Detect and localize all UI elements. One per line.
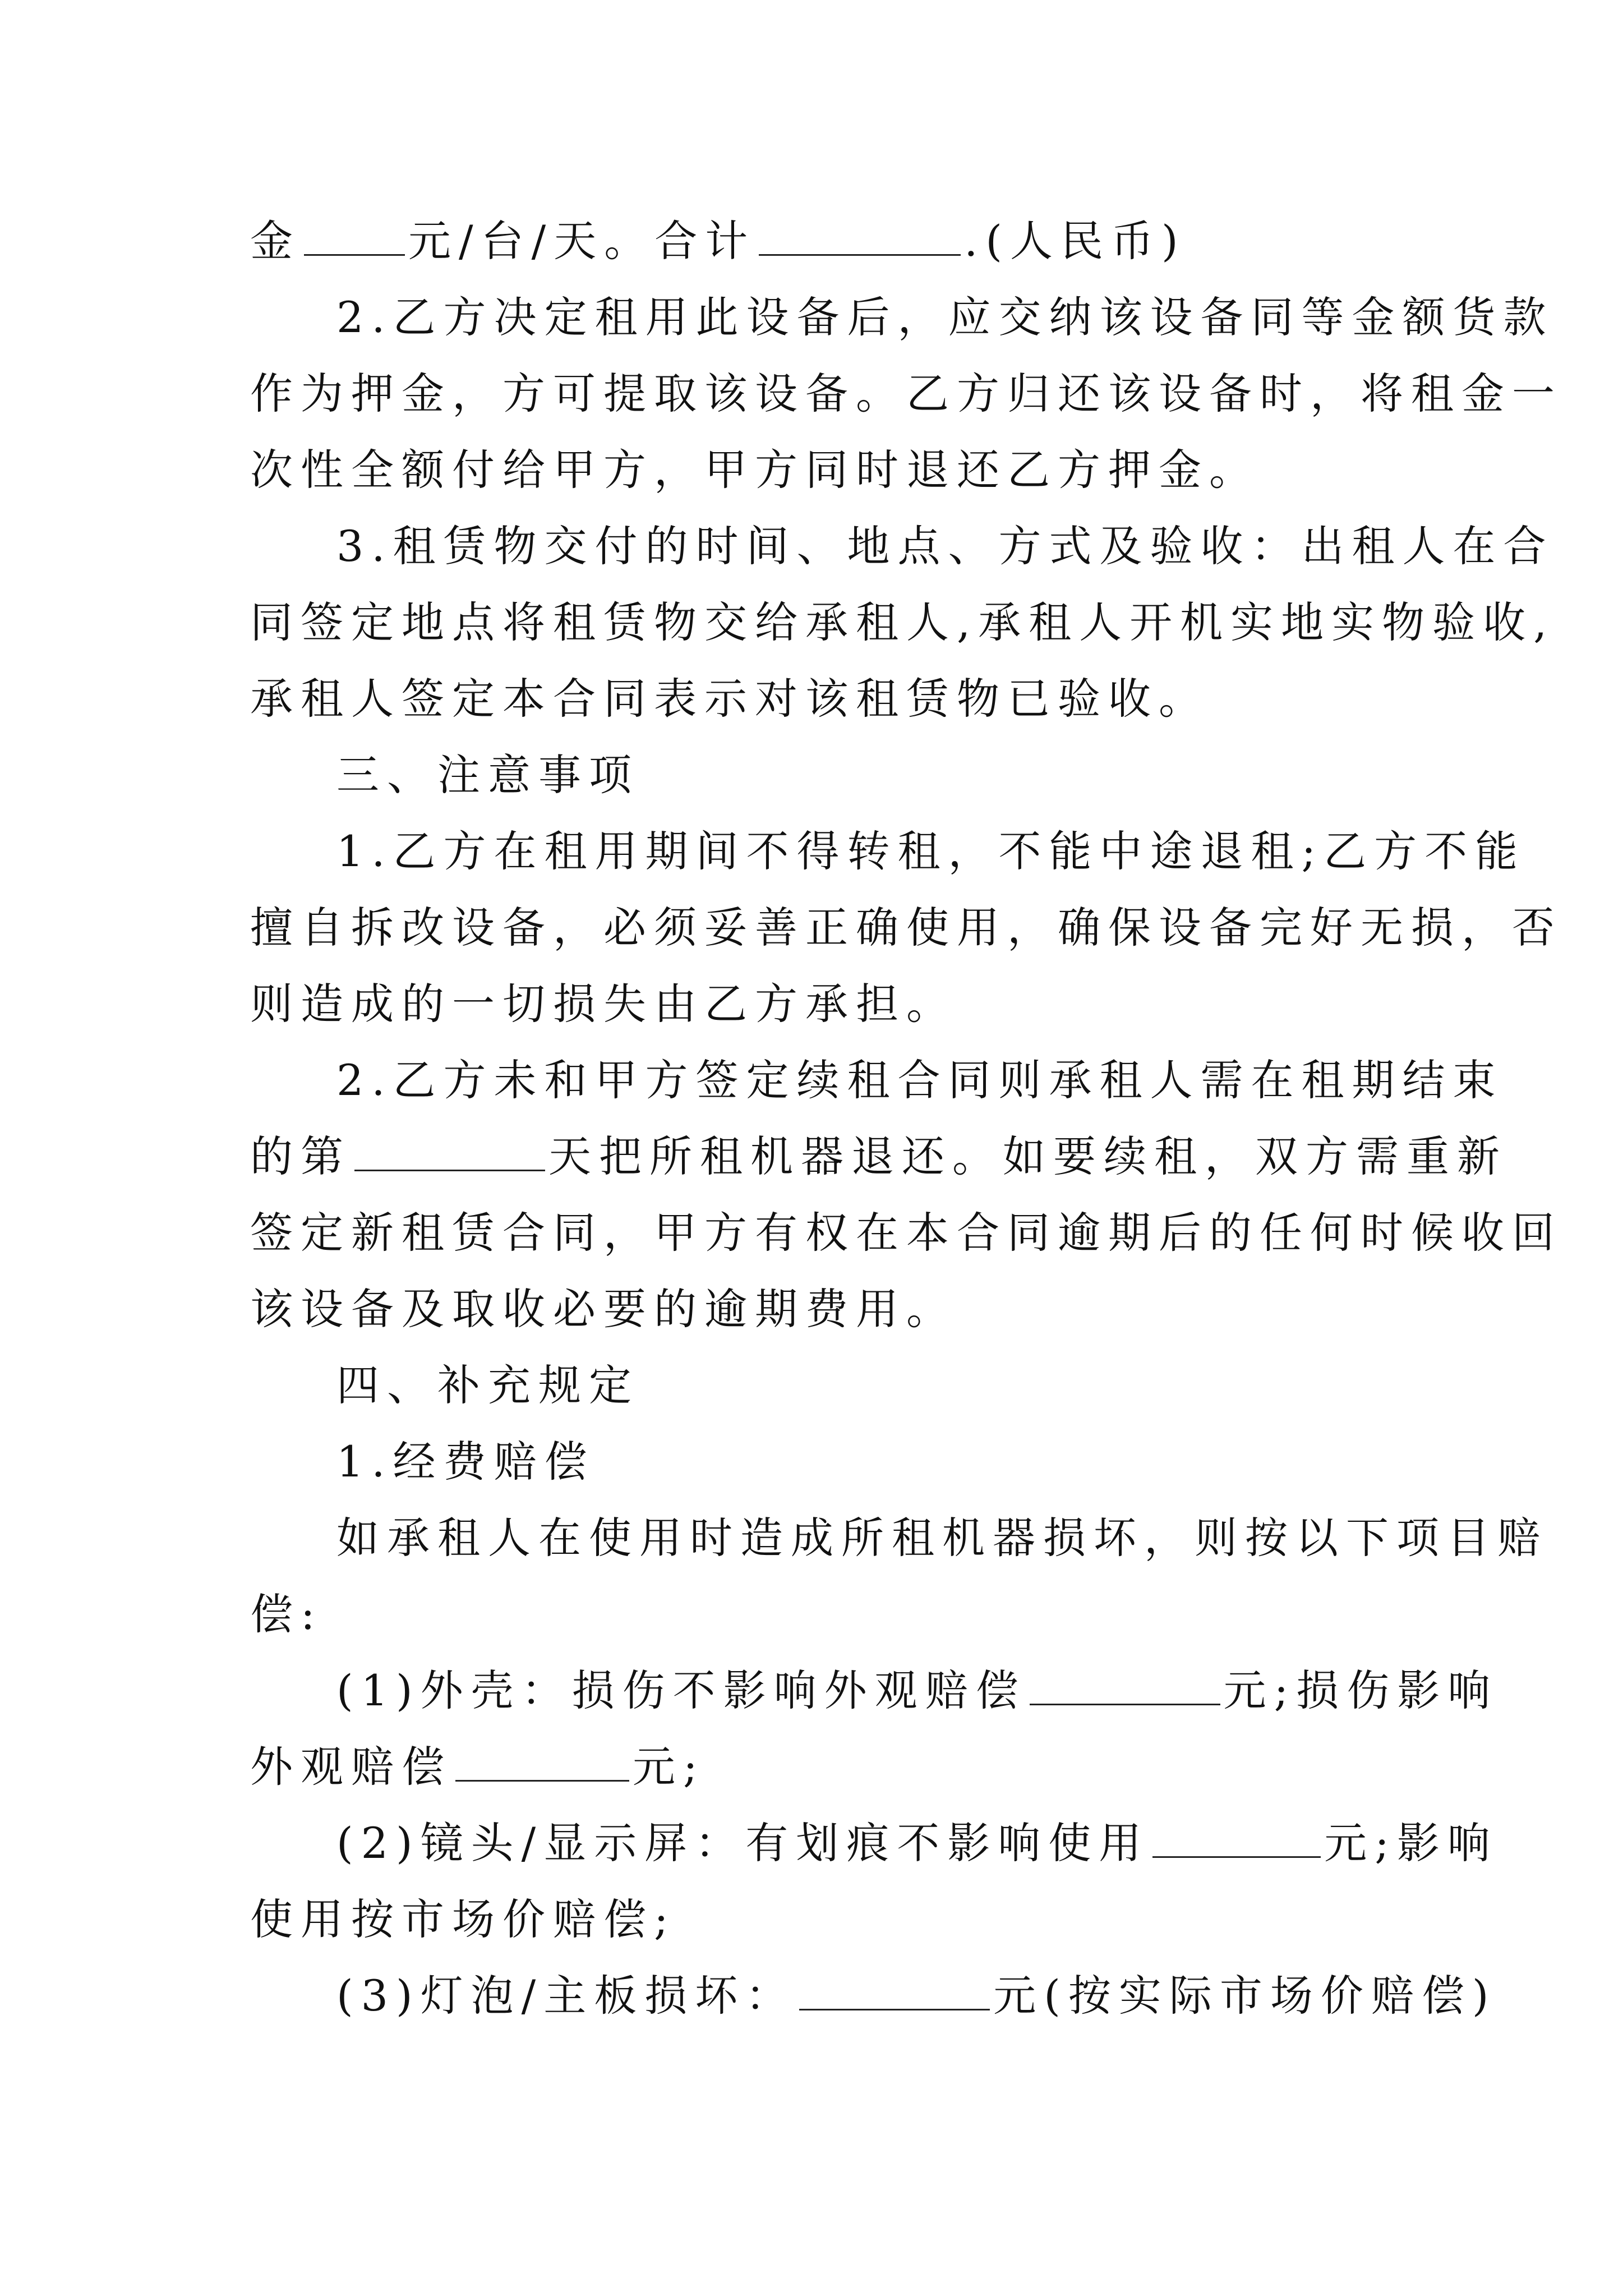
text-segment: 元;	[633, 1742, 706, 1792]
text-line-13	[250, 1129, 1507, 1185]
blank-field	[304, 215, 405, 256]
text-segment: 元;损伤影响	[1223, 1665, 1498, 1715]
text-segment: 元/台/天。合计	[408, 216, 756, 266]
text-segment: 外观赔偿	[250, 1742, 452, 1792]
text-line-18: 如承租人在使用时造成所租机器损坏，则按以下项目赔	[336, 1513, 1548, 1563]
text-line-23: 使用按市场价赔偿;	[250, 1894, 676, 1944]
text-segment: (1)外壳：损伤不影响外观赔偿	[336, 1665, 1026, 1715]
blank-field	[1030, 1664, 1220, 1705]
section-heading-3: 三、注意事项	[336, 750, 639, 800]
text-line-9: 1.乙方在租用期间不得转租，不能中途退租;乙方不能	[336, 826, 1526, 876]
section-heading-4: 四、补充规定	[336, 1360, 639, 1410]
blank-field	[354, 1130, 545, 1171]
text-segment: 元;影响	[1324, 1818, 1498, 1868]
text-line-5: 3.租赁物交付的时间、地点、方式及验收：出租人在合	[336, 521, 1554, 571]
text-segment: (3)灯泡/主板损坏：	[336, 1971, 796, 2021]
text-line-2: 2.乙方决定租用此设备后，应交纳该设备同等金额货款	[336, 292, 1554, 342]
text-line-12: 2.乙方未和甲方签定续租合同则承租人需在租期结束	[336, 1055, 1504, 1105]
text-segment: 元(按实际市场价赔偿)	[993, 1971, 1497, 2021]
text-line-4: 次性全额付给甲方，甲方同时退还乙方押金。	[250, 445, 1260, 495]
text-line-20	[336, 1663, 1498, 1719]
text-segment: 金	[250, 216, 301, 266]
text-line-24	[336, 1968, 1497, 2024]
text-line-3: 作为押金，方可提取该设备。乙方归还该设备时，将租金一	[250, 369, 1562, 418]
text-line-19: 偿:	[250, 1589, 323, 1639]
blank-field	[759, 215, 961, 256]
blank-field	[455, 1741, 629, 1782]
text-line-17: 1.经费赔偿	[336, 1437, 595, 1487]
text-line-7: 承租人签定本合同表示对该租赁物已验收。	[250, 674, 1209, 724]
text-segment: 的第	[250, 1131, 351, 1181]
text-segment: (2)镜头/显示屏：有划痕不影响使用	[336, 1818, 1150, 1868]
text-line-6: 同签定地点将租赁物交给承租人,承租人开机实地实物验收,	[250, 597, 1555, 647]
text-segment: 天把所租机器退还。如要续租，双方需重新	[548, 1131, 1507, 1181]
text-line-21	[250, 1739, 706, 1795]
text-line-11: 则造成的一切损失由乙方承担。	[250, 979, 957, 1029]
text-segment: .(人民币)	[964, 216, 1186, 266]
blank-field	[799, 1970, 990, 2010]
text-line-15: 该设备及取收必要的逾期费用。	[250, 1284, 957, 1334]
text-line-14: 签定新租赁合同，甲方有权在本合同逾期后的任何时候收回	[250, 1208, 1562, 1258]
text-line-1	[250, 213, 1186, 269]
text-line-22	[336, 1815, 1498, 1871]
text-line-10: 擅自拆改设备，必须妥善正确使用，确保设备完好无损，否	[250, 903, 1562, 953]
blank-field	[1152, 1817, 1321, 1858]
